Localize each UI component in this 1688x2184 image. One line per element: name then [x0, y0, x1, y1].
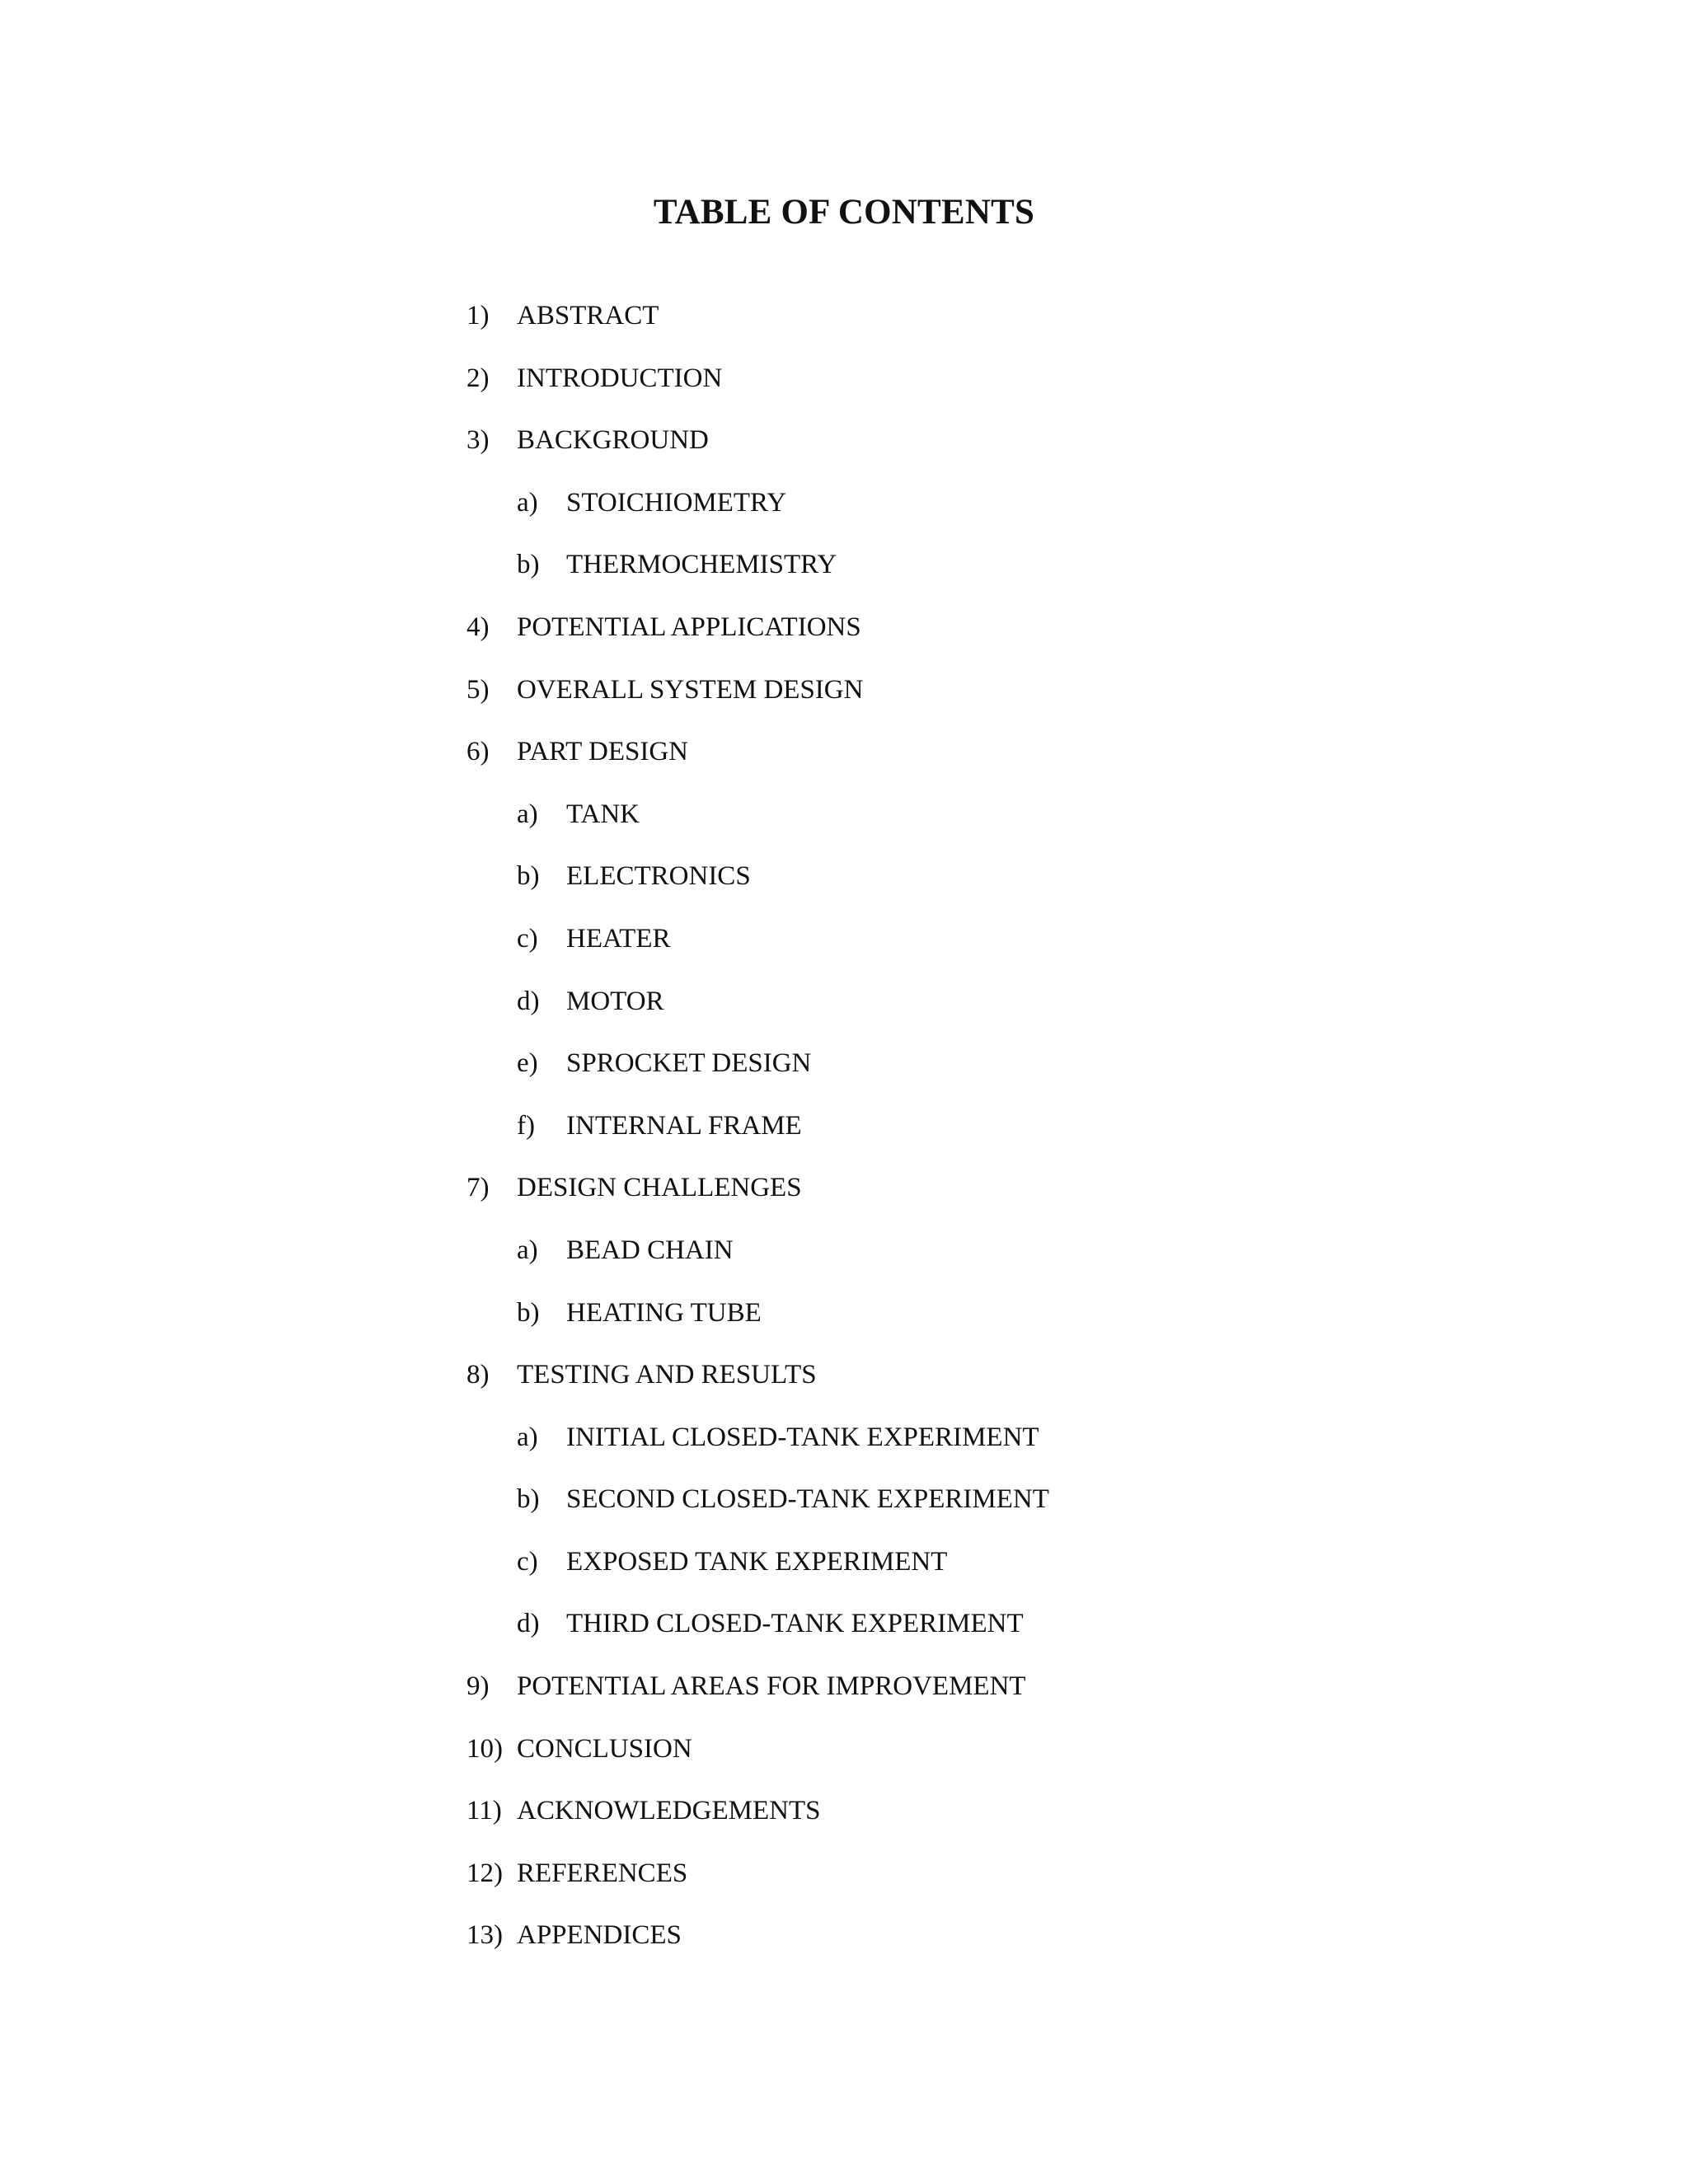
toc-entry-label: TANK	[566, 799, 640, 829]
toc-entry-number: c)	[517, 1546, 538, 1577]
toc-subentry	[0, 981, 1688, 1043]
toc-entry-number: a)	[517, 799, 538, 829]
toc-entry-number: a)	[517, 1422, 538, 1452]
toc-subentry	[0, 855, 1688, 918]
toc-subentry	[0, 544, 1688, 607]
toc-entry-label: BACKGROUND	[517, 425, 709, 456]
toc-entry	[0, 1728, 1688, 1791]
toc-entry-number: b)	[517, 1297, 540, 1328]
toc-entry-number: 7)	[467, 1173, 490, 1203]
toc-entry-number: c)	[517, 923, 538, 954]
toc-subentry	[0, 1479, 1688, 1541]
toc-entry	[0, 1354, 1688, 1417]
toc-entry-label: BEAD CHAIN	[566, 1235, 734, 1265]
toc-entry-label: THERMOCHEMISTRY	[566, 550, 837, 580]
toc-entry-number: 13)	[467, 1920, 503, 1951]
toc-entry-number: b)	[517, 550, 540, 580]
toc-entry	[0, 295, 1688, 358]
toc-entry-label: OVERALL SYSTEM DESIGN	[517, 674, 864, 705]
toc-entry	[0, 358, 1688, 420]
toc-entry-number: 3)	[467, 425, 490, 456]
toc-entry-number: 1)	[467, 301, 490, 330]
toc-entry-label: SECOND CLOSED-TANK EXPERIMENT	[566, 1484, 1049, 1515]
toc-entry-number: e)	[517, 1048, 538, 1079]
toc-subentry	[0, 1417, 1688, 1479]
toc-entry	[0, 1790, 1688, 1853]
toc-entry-number: 6)	[467, 737, 490, 767]
toc-entry-number: a)	[517, 1235, 538, 1265]
toc-entry-number: 9)	[467, 1671, 490, 1702]
toc-subentry	[0, 918, 1688, 981]
toc-entry	[0, 1915, 1688, 1977]
toc-entry-number: 5)	[467, 674, 490, 705]
toc-entry-label: REFERENCES	[517, 1858, 688, 1888]
toc-entry-label: SPROCKET DESIGN	[566, 1048, 812, 1079]
toc-entry-number: b)	[517, 1484, 540, 1515]
toc-entry-number: b)	[517, 861, 540, 892]
toc-entry-number: 2)	[467, 363, 490, 393]
toc-list	[0, 295, 1688, 1977]
toc-entry-label: ABSTRACT	[517, 301, 659, 330]
toc-entry-number: d)	[517, 1609, 540, 1639]
toc-entry-label: INTERNAL FRAME	[566, 1110, 802, 1141]
toc-subentry	[0, 794, 1688, 856]
toc-entry-label: INTRODUCTION	[517, 363, 723, 393]
toc-entry-label: INITIAL CLOSED-TANK EXPERIMENT	[566, 1422, 1039, 1452]
toc-entry-label: HEATING TUBE	[566, 1297, 762, 1328]
toc-subentry	[0, 1230, 1688, 1292]
toc-entry-number: d)	[517, 986, 540, 1016]
toc-entry-label: EXPOSED TANK EXPERIMENT	[566, 1546, 948, 1577]
toc-entry	[0, 731, 1688, 794]
toc-subentry	[0, 1043, 1688, 1105]
toc-subentry	[0, 1541, 1688, 1604]
toc-entry-number: f)	[517, 1110, 535, 1141]
toc-entry-number: 4)	[467, 612, 490, 642]
toc-entry	[0, 1666, 1688, 1728]
toc-entry-label: STOICHIOMETRY	[566, 487, 787, 518]
toc-entry	[0, 1167, 1688, 1230]
toc-entry-number: 8)	[467, 1360, 490, 1390]
toc-entry	[0, 419, 1688, 482]
toc-entry-number: 10)	[467, 1733, 503, 1764]
toc-entry-label: MOTOR	[566, 986, 664, 1016]
toc-entry-label: POTENTIAL AREAS FOR IMPROVEMENT	[517, 1671, 1026, 1702]
toc-entry-number: a)	[517, 487, 538, 518]
toc-entry-label: THIRD CLOSED-TANK EXPERIMENT	[566, 1609, 1024, 1639]
toc-entry	[0, 607, 1688, 669]
toc-entry	[0, 669, 1688, 732]
page-title: TABLE OF CONTENTS	[653, 193, 1035, 232]
toc-entry-label: DESIGN CHALLENGES	[517, 1173, 802, 1203]
toc-entry-label: HEATER	[566, 923, 671, 954]
toc-subentry	[0, 482, 1688, 545]
toc-entry-label: ELECTRONICS	[566, 861, 751, 892]
toc-entry-label: TESTING AND RESULTS	[517, 1360, 817, 1390]
toc-entry-label: POTENTIAL APPLICATIONS	[517, 612, 861, 642]
toc-entry-label: APPENDICES	[517, 1920, 682, 1951]
toc-entry-label: PART DESIGN	[517, 737, 688, 767]
toc-entry-label: CONCLUSION	[517, 1733, 692, 1764]
toc-subentry	[0, 1603, 1688, 1666]
toc-subentry	[0, 1292, 1688, 1355]
toc-entry-number: 12)	[467, 1858, 503, 1888]
toc-entry-label: ACKNOWLEDGEMENTS	[517, 1796, 821, 1826]
toc-entry	[0, 1853, 1688, 1915]
toc-subentry	[0, 1105, 1688, 1168]
toc-entry-number: 11)	[467, 1796, 502, 1826]
